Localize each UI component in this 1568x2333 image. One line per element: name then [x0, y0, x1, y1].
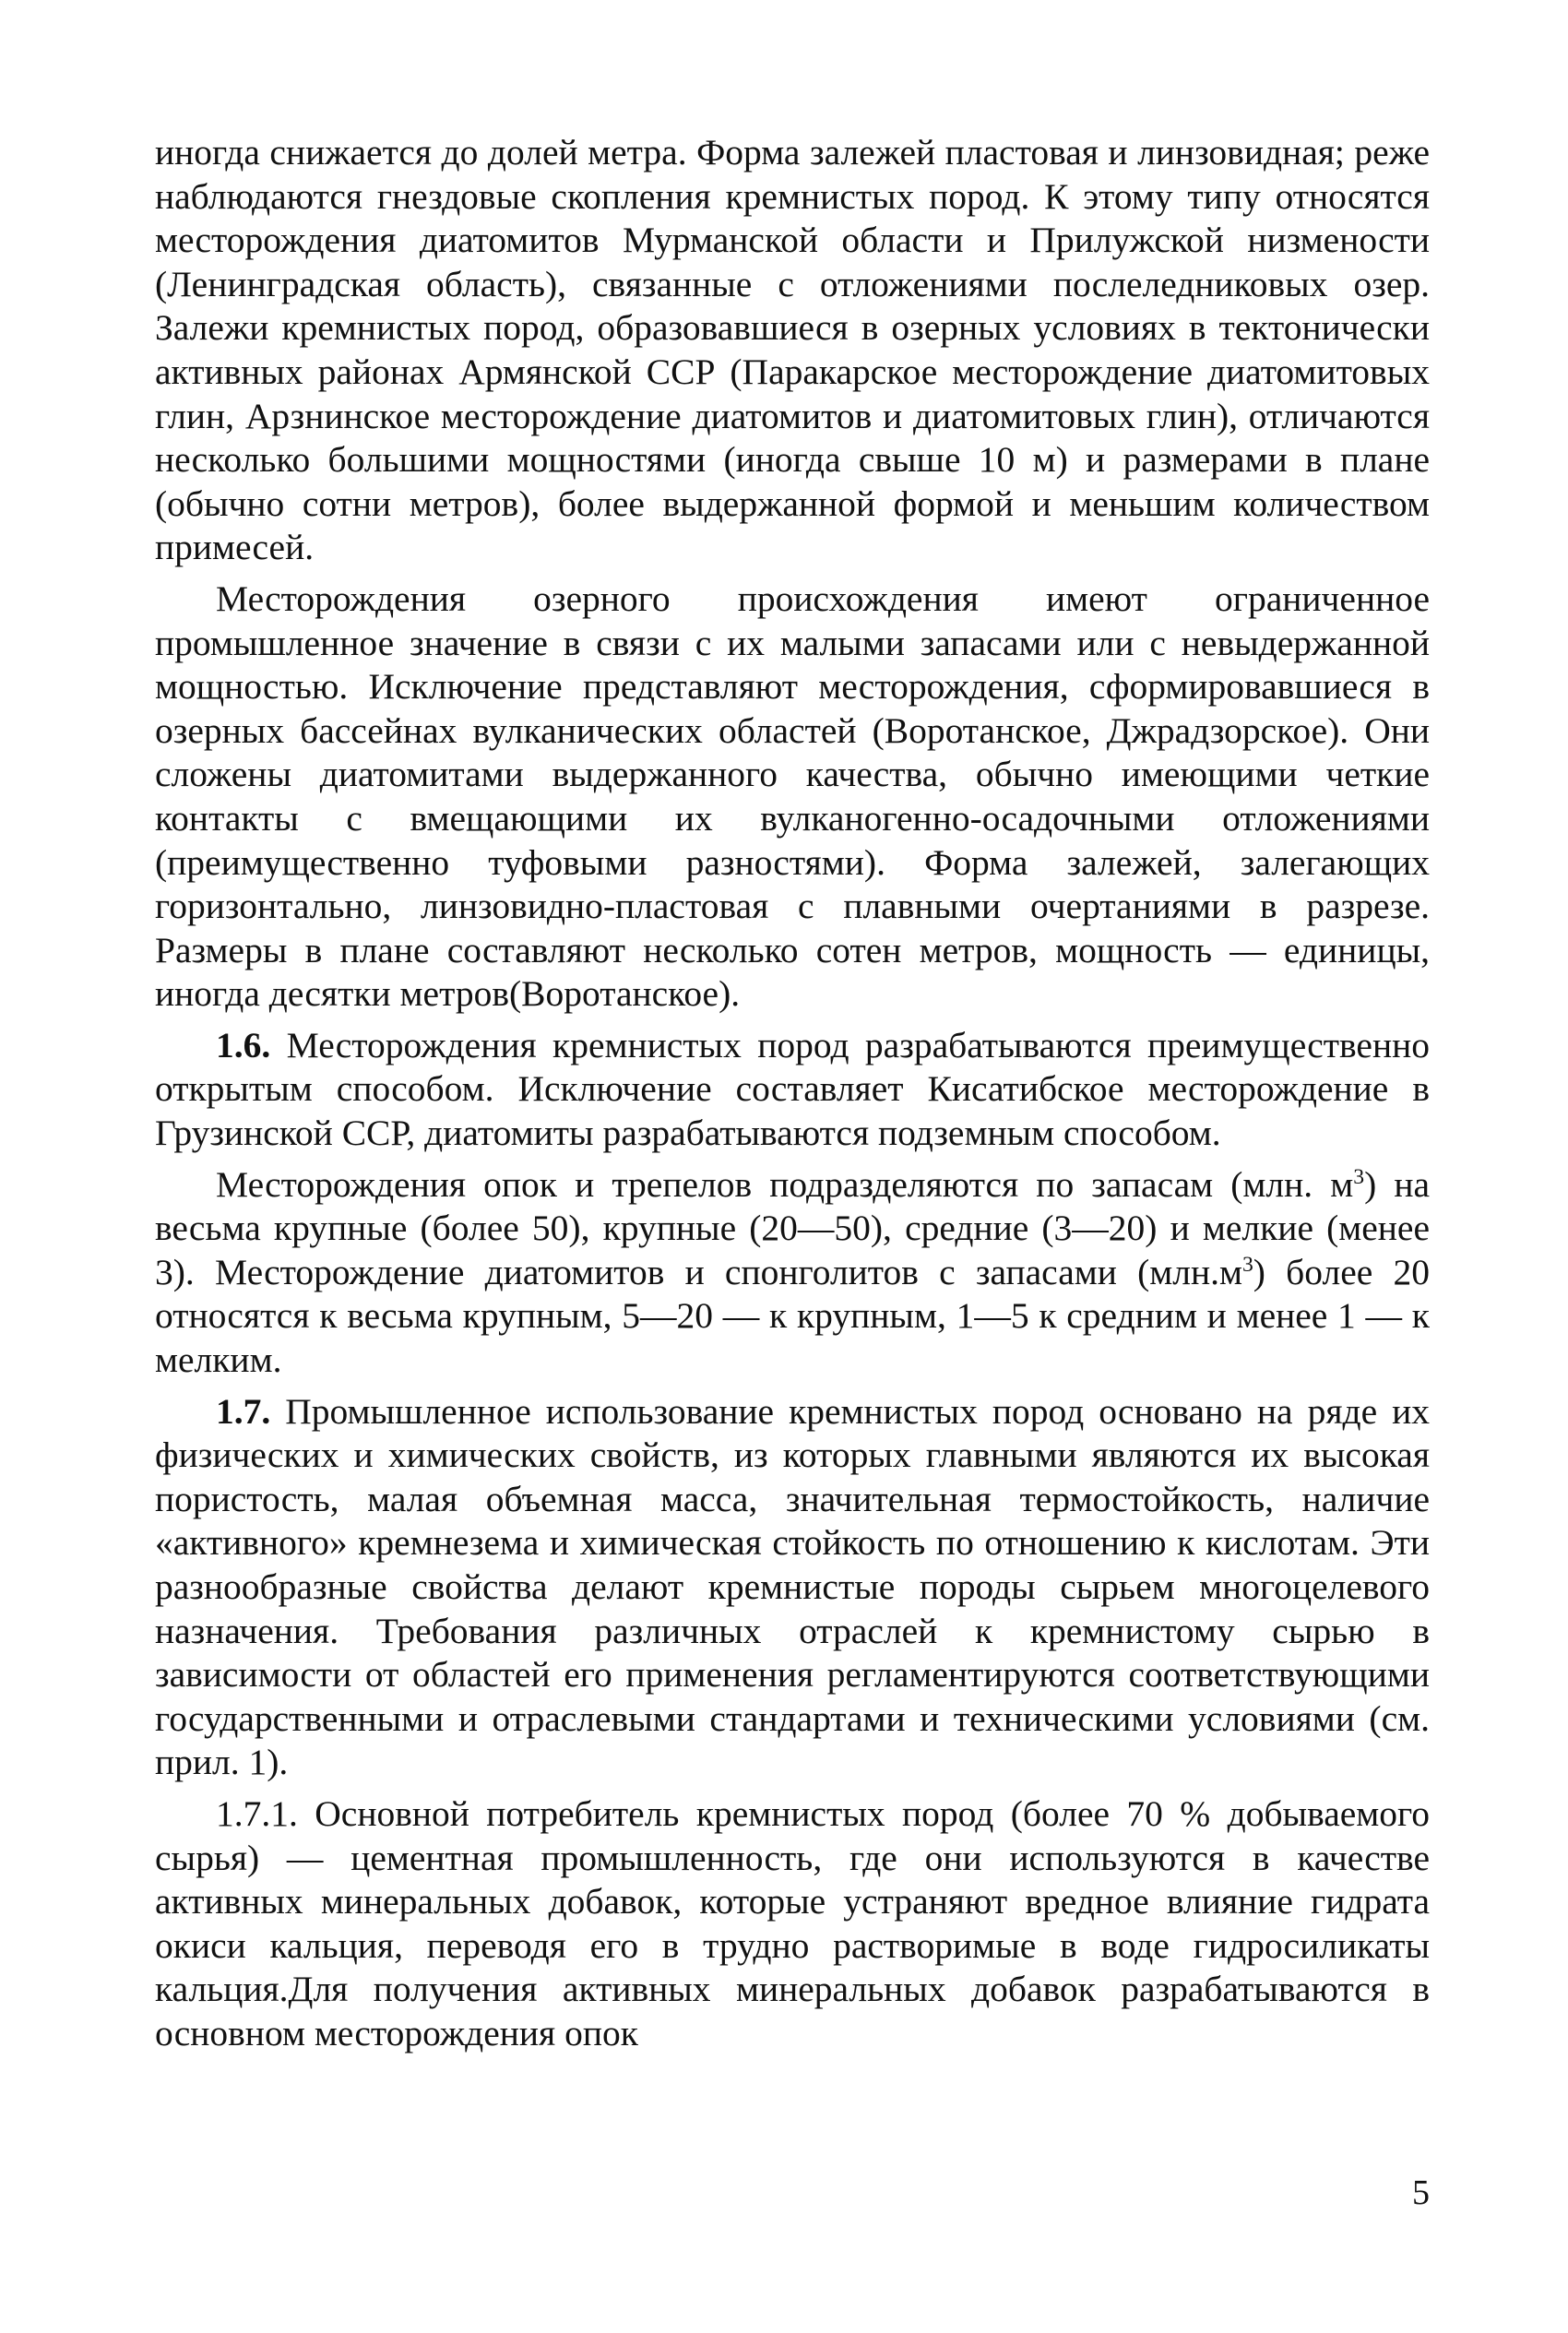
superscript-cubic-1: 3: [1353, 1164, 1365, 1189]
paragraph-lake-deposits-continued: иногда снижается до долей метра. Форма залежей пластовая и линзовидная; реже наблюдаются гнездовые скопления кремнистых пород. К этому типу относятся месторождения диатомитов Мурманской области и Прилужской низмености (Ленинградская область), связанные с отложениями послеледниковых озер. Залежи кремнистых пород, образовавшиеся в озерных условиях в тектонически активных районах Армянской ССР (Паракарское месторождение диатомитовых глин, Арзнинское месторождение диатомитов и диатомитовых глин), отличаются несколько большими мощностями (иногда свыше 10 м) и размерами в плане (обычно сотни метров), более выдержанной формой и меньшим количеством примесей.: [155, 132, 1430, 568]
paragraph-section-1-7: [155, 1390, 1430, 1785]
reserves-text-part-c: ) более 20 относятся к весьма крупным, 5—20 — к крупным, 1—5 к средним и менее 1 — к мелким.: [155, 1251, 1430, 1381]
superscript-cubic-2: 3: [1241, 1252, 1253, 1277]
section-1-6-text: Месторождения кремнистых пород разрабатываются преимущественно открытым способом. Исключение составляет Кисатибское месторождение в Грузинской ССР, диатомиты разрабатываются подземным способом.: [155, 1024, 1430, 1154]
reserves-text-part-a: Месторождения опок и трепелов подразделяются по запасам (млн. м: [216, 1163, 1354, 1205]
section-number-1-7: 1.7.: [216, 1390, 271, 1432]
page-number: 5: [1412, 2173, 1430, 2212]
page-body: [155, 131, 1430, 2064]
reserves-text-part-b: ) на весьма крупные (более 50), крупные (20—50), средние (3—20) и мелкие (менее 3). Месторождение диатомитов и спонголитов с запасами (млн.м: [155, 1163, 1430, 1292]
paragraph-reserves-classification: [155, 1163, 1430, 1383]
section-number-1-6: 1.6.: [216, 1024, 271, 1065]
paragraph-section-1-6: [155, 1024, 1430, 1156]
paragraph-lake-origin-deposits: Месторождения озерного происхождения имеют ограниченное промышленное значение в связи с их малыми запасами или с невыдержанной мощностью. Исключение представляют месторождения, сформировавшиеся в озерных бассейнах вулканических областей (Воротанское, Джрадзорское). Они сложены диатомитами выдержанного качества, обычно имеющими четкие контакты с вмещающими их вулканогенно-осадочными отложениями (преимущественно туфовыми разностями). Форма залежей, залегающих горизонтально, линзовидно-пластовая с плавными очертаниями в разрезе. Размеры в плане составляют несколько сотен метров, мощность — единицы, иногда десятки метров(Воротанское).: [155, 577, 1430, 1015]
paragraph-section-1-7-1: 1.7.1. Основной потребитель кремнистых пород (более 70 % добываемого сырья) — цементная промышленность, где они используются в качестве активных минеральных добавок, которые устраняют вредное влияние гидрата окиси кальция, переводя его в трудно растворимые в воде гидросиликаты кальция.Для получения активных минеральных добавок разрабатываются в основном месторождения опок: [155, 1792, 1430, 2053]
section-1-7-text: Промышленное использование кремнистых пород основано на ряде их физических и химических свойств, из которых главными являются их высокая пористость, малая объемная масса, значительная термостойкость, наличие «активного» кремнезема и химическая стойкость по отношению к кислотам. Эти разнообразные свойства делают кремнистые породы сырьем многоцелевого назначения. Требования различных отраслей к кремнистому сырью в зависимости от областей его применения регламентируются соответствующими государственными и отраслевыми стандартами и техническими условиями (см. прил. 1).: [155, 1390, 1430, 1783]
